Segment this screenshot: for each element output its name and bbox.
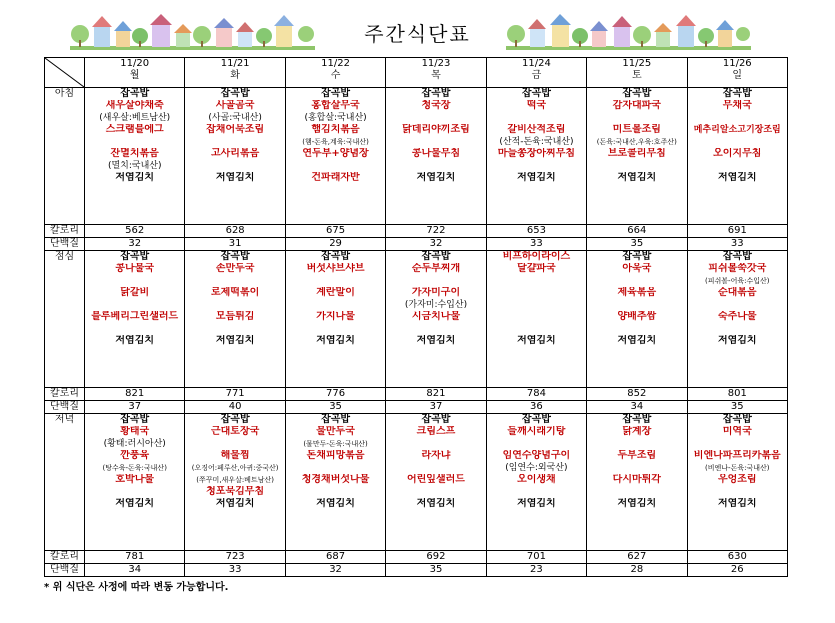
- menu-item: (피쉬볼-어육:수입산): [705, 277, 770, 285]
- menu-item: 저염김치: [115, 498, 155, 509]
- menu-item: [185, 275, 284, 287]
- menu-cell: [587, 414, 687, 551]
- menu-item: 저염김치: [517, 335, 556, 346]
- menu-item: (황태:러시아산): [103, 439, 166, 449]
- menu-item: [386, 275, 485, 287]
- menu-item: (햄-돈육,계육:국내산): [302, 138, 369, 146]
- protein-value: 29: [285, 238, 385, 251]
- menu-item: (임연수:외국산): [505, 463, 568, 473]
- menu-item: 저염김치: [115, 172, 155, 183]
- menu-item: (새우살:베트남산): [99, 113, 171, 123]
- protein-value: 34: [587, 401, 687, 414]
- day-weekday: 목: [431, 70, 441, 81]
- menu-item: 어린잎샐러드: [406, 474, 465, 485]
- menu-item: 잡곡밥: [220, 414, 250, 425]
- menu-item: [487, 323, 586, 335]
- menu-item: 깐풍육: [120, 450, 150, 461]
- menu-item: (탕수육-돈육:국내산): [102, 464, 167, 472]
- menu-item: [587, 299, 686, 311]
- menu-item: 잔멸치볶음: [110, 148, 159, 159]
- menu-cell: [587, 251, 687, 388]
- day-header-4: [486, 58, 586, 88]
- protein-value: 35: [587, 238, 687, 251]
- menu-item: (산적-돈육:국내산): [499, 137, 574, 147]
- day-header-1: [185, 58, 285, 88]
- menu-item: 사골곰국: [215, 100, 255, 111]
- menu-item: 계란말이: [316, 287, 355, 298]
- menu-item: 임연수양념구이: [502, 450, 571, 461]
- menu-item: [587, 160, 686, 172]
- menu-item: 저염김치: [316, 498, 355, 509]
- menu-item: [688, 299, 787, 311]
- page-title: 주간식단표: [364, 22, 471, 46]
- menu-item: 달걀파국: [517, 263, 556, 274]
- menu-cell: [386, 414, 486, 551]
- menu-item: 들깨시래기탕: [507, 426, 566, 437]
- menu-item: 닭데리야끼조림: [402, 124, 470, 135]
- calories-row: [45, 551, 788, 564]
- menu-item: 햄김치볶음: [311, 124, 360, 135]
- menu-item: (가자미:수입산): [404, 300, 468, 310]
- diagonal-line-icon: [45, 58, 84, 87]
- calories-label: 칼로리: [45, 388, 85, 401]
- meal-label: 저녁: [45, 414, 85, 551]
- menu-item: 숙주나물: [717, 311, 757, 322]
- calories-value: 630: [687, 551, 787, 564]
- calories-value: 776: [285, 388, 385, 401]
- calories-value: 692: [386, 551, 486, 564]
- menu-item: 근대토장국: [210, 426, 260, 437]
- menu-item: 잡채어묵조림: [206, 124, 265, 135]
- menu-item: [85, 486, 184, 498]
- menu-cell: [687, 414, 787, 551]
- menu-item: 두부조림: [617, 450, 657, 461]
- menu-item: 저염김치: [617, 335, 657, 346]
- menu-item: [487, 299, 586, 311]
- protein-row: [45, 238, 788, 251]
- menu-item: 저염김치: [416, 498, 456, 509]
- menu-item: [587, 275, 686, 287]
- menu-item: 청경채버섯나물: [301, 474, 370, 485]
- calories-value: 821: [386, 388, 486, 401]
- menu-item: (돈육:국내산,우육:호주산): [596, 138, 677, 146]
- menu-item: 비프하이라이스: [502, 251, 571, 262]
- menu-item: 잡곡밥: [120, 414, 150, 425]
- menu-item: 제육볶음: [617, 287, 657, 298]
- menu-item: [587, 462, 686, 474]
- menu-item: [386, 160, 485, 172]
- menu-item: 가지나물: [316, 311, 355, 322]
- menu-item: [185, 136, 284, 148]
- day-weekday: 화: [230, 70, 240, 81]
- day-date: 11/23: [421, 58, 451, 69]
- menu-item: 콩나물국: [115, 263, 155, 274]
- protein-value: 32: [285, 564, 385, 577]
- menu-item: 잡곡밥: [622, 414, 652, 425]
- calories-value: 821: [85, 388, 185, 401]
- menu-item: 콩나물무침: [411, 148, 461, 159]
- menu-item: 저염김치: [717, 498, 757, 509]
- menu-item: 양배추쌈: [617, 311, 657, 322]
- protein-value: 34: [85, 564, 185, 577]
- menu-item: 잡곡밥: [722, 414, 752, 425]
- calories-value: 628: [185, 225, 285, 238]
- calories-value: 675: [285, 225, 385, 238]
- menu-item: 저염김치: [416, 335, 456, 346]
- calories-value: 627: [587, 551, 687, 564]
- menu-item: 잡곡밥: [321, 414, 351, 425]
- menu-cell: [185, 88, 285, 225]
- menu-item: 저염김치: [617, 498, 657, 509]
- menu-item: (사골:국내산): [208, 113, 262, 123]
- menu-item: 저염김치: [215, 498, 255, 509]
- menu-item: 마늘쫑장아찌무침: [497, 148, 576, 159]
- menu-item: 연두부+양념장: [302, 148, 369, 159]
- calories-value: 723: [185, 551, 285, 564]
- day-header-0: [85, 58, 185, 88]
- menu-item: 저염김치: [416, 172, 456, 183]
- menu-item: [487, 486, 586, 498]
- menu-item: 잡곡밥: [321, 88, 351, 99]
- menu-item: 무채국: [722, 100, 752, 111]
- menu-item: 잡곡밥: [220, 88, 250, 99]
- menu-body: [45, 88, 788, 577]
- menu-item: 잡곡밥: [622, 251, 652, 262]
- menu-item: 크림스프: [416, 426, 456, 437]
- menu-item: 아욱국: [622, 263, 652, 274]
- menu-item: 저염김치: [517, 498, 556, 509]
- menu-item: 가자미구이: [411, 287, 461, 298]
- menu-item: [487, 112, 586, 124]
- menu-item: 저염김치: [717, 335, 757, 346]
- menu-item: [386, 136, 485, 148]
- footnote: * 위 식단은 사정에 따라 변동 가능합니다.: [44, 582, 229, 593]
- protein-value: 37: [386, 401, 486, 414]
- calories-value: 852: [587, 388, 687, 401]
- menu-cell: [285, 88, 385, 225]
- day-date: 11/22: [321, 58, 350, 69]
- menu-cell: [386, 251, 486, 388]
- menu-cell: [386, 88, 486, 225]
- menu-cell: [687, 88, 787, 225]
- menu-item: 우엉조림: [717, 474, 757, 485]
- calories-value: 701: [486, 551, 586, 564]
- menu-item: 라자냐: [421, 450, 451, 461]
- protein-value: 40: [185, 401, 285, 414]
- menu-item: [688, 112, 787, 124]
- calories-label: 칼로리: [45, 551, 85, 564]
- menu-item: 닭계장: [622, 426, 652, 437]
- menu-cell: [185, 251, 285, 388]
- menu-item: 잡곡밥: [421, 88, 451, 99]
- protein-value: 33: [687, 238, 787, 251]
- protein-row: [45, 401, 788, 414]
- menu-item: [487, 160, 586, 172]
- calories-value: 784: [486, 388, 586, 401]
- meal-row: [45, 251, 788, 388]
- menu-item: 잡곡밥: [421, 414, 451, 425]
- protein-value: 23: [486, 564, 586, 577]
- menu-item: 순대볶음: [717, 287, 757, 298]
- day-weekday: 수: [330, 70, 341, 81]
- protein-value: 33: [486, 238, 586, 251]
- menu-item: 잡곡밥: [321, 251, 351, 262]
- menu-item: [286, 486, 385, 498]
- village-decoration-right-icon: [506, 12, 751, 52]
- menu-item: 호박나물: [115, 474, 155, 485]
- protein-value: 31: [185, 238, 285, 251]
- calories-value: 664: [587, 225, 687, 238]
- menu-item: 로제떡볶이: [210, 287, 260, 298]
- menu-item: [185, 160, 284, 172]
- menu-item: 잡곡밥: [722, 251, 752, 262]
- menu-item: (비엔나-돈육:국내산): [705, 464, 770, 472]
- menu-item: [286, 462, 385, 474]
- menu-cell: [85, 251, 185, 388]
- menu-item: 저염김치: [215, 172, 255, 183]
- day-date: 11/25: [622, 58, 652, 69]
- menu-item: (오징어:페루산,아귀:중국산): [191, 464, 279, 472]
- menu-item: 새우살야채죽: [105, 100, 164, 111]
- protein-row: [45, 564, 788, 577]
- menu-item: 돈채피망볶음: [306, 450, 365, 461]
- menu-item: 브로콜리무침: [607, 148, 666, 159]
- calories-label: 칼로리: [45, 225, 85, 238]
- calories-value: 687: [285, 551, 385, 564]
- menu-item: 오이지무침: [713, 148, 762, 159]
- menu-item: 감자대파국: [612, 100, 661, 111]
- calories-value: 722: [386, 225, 486, 238]
- menu-item: [386, 486, 485, 498]
- meal-row: [45, 414, 788, 551]
- protein-value: 32: [85, 238, 185, 251]
- menu-item: 해물찜: [220, 450, 250, 461]
- menu-item: 스크램블에그: [105, 124, 164, 135]
- menu-item: 저염김치: [517, 172, 556, 183]
- day-header-row: [45, 58, 788, 88]
- menu-item: [185, 323, 284, 335]
- protein-label: 단백질: [45, 564, 85, 577]
- calories-row: [45, 388, 788, 401]
- menu-cell: [486, 251, 586, 388]
- menu-item: [85, 275, 184, 287]
- menu-item: 잡곡밥: [120, 88, 150, 99]
- menu-item: [386, 323, 485, 335]
- menu-item: 청국장: [421, 100, 451, 111]
- menu-item: 미트볼조림: [612, 124, 661, 135]
- menu-item: 갈비산적조림: [507, 124, 566, 135]
- menu-item: [286, 323, 385, 335]
- day-weekday: 토: [631, 70, 642, 81]
- menu-item: (홍합살:국내산): [304, 113, 367, 123]
- meal-label: 점심: [45, 251, 85, 388]
- menu-item: [386, 112, 485, 124]
- menu-item: 잡곡밥: [722, 88, 752, 99]
- weekly-menu-table: [44, 57, 788, 577]
- menu-item: [688, 438, 787, 450]
- menu-cell: [185, 414, 285, 551]
- menu-item: (멸치:국내산): [107, 161, 162, 171]
- menu-item: 저염김치: [215, 335, 255, 346]
- menu-cell: [687, 251, 787, 388]
- menu-item: 잡곡밥: [421, 251, 451, 262]
- calories-value: 781: [85, 551, 185, 564]
- menu-item: 블루베리그린샐러드: [91, 311, 179, 322]
- menu-item: [587, 486, 686, 498]
- meal-row: [45, 88, 788, 225]
- menu-item: [587, 323, 686, 335]
- day-date: 11/21: [220, 58, 250, 69]
- menu-item: [185, 438, 284, 450]
- protein-value: 28: [587, 564, 687, 577]
- menu-item: 홍합살무국: [311, 100, 360, 111]
- menu-cell: [486, 88, 586, 225]
- menu-cell: [285, 414, 385, 551]
- menu-item: 비엔나파프리카볶음: [693, 450, 781, 461]
- menu-item: [286, 160, 385, 172]
- menu-item: 모듬튀김: [215, 311, 255, 322]
- calories-value: 562: [85, 225, 185, 238]
- menu-item: 저염김치: [316, 335, 355, 346]
- menu-item: 잡곡밥: [521, 414, 551, 425]
- corner-cell: [45, 58, 85, 88]
- protein-label: 단백질: [45, 238, 85, 251]
- protein-value: 37: [85, 401, 185, 414]
- menu-item: [85, 299, 184, 311]
- protein-value: 35: [386, 564, 486, 577]
- menu-cell: [85, 88, 185, 225]
- menu-item: 순두부찌개: [411, 263, 461, 274]
- menu-item: 저염김치: [115, 335, 155, 346]
- menu-item: [587, 438, 686, 450]
- menu-item: [487, 438, 586, 450]
- menu-item: 피쉬볼쑥갓국: [708, 263, 767, 274]
- calories-value: 691: [687, 225, 787, 238]
- menu-item: 오이생채: [517, 474, 556, 485]
- day-weekday: 월: [129, 70, 140, 81]
- protein-value: 35: [687, 401, 787, 414]
- menu-cell: [486, 414, 586, 551]
- menu-item: [487, 311, 586, 323]
- protein-value: 35: [285, 401, 385, 414]
- menu-item: [587, 112, 686, 124]
- menu-item: 황태국: [120, 426, 150, 437]
- menu-item: 물만두국: [316, 426, 355, 437]
- menu-cell: [285, 251, 385, 388]
- menu-item: (물만두-돈육:국내산): [303, 440, 368, 448]
- calories-value: 653: [486, 225, 586, 238]
- protein-value: 33: [185, 564, 285, 577]
- menu-cell: [85, 414, 185, 551]
- menu-item: 손만두국: [215, 263, 255, 274]
- menu-item: [688, 323, 787, 335]
- meal-label: 아침: [45, 88, 85, 225]
- menu-item: 시금치나물: [411, 311, 461, 322]
- menu-item: 저염김치: [717, 172, 757, 183]
- calories-value: 771: [185, 388, 285, 401]
- menu-item: 닭갈비: [120, 287, 150, 298]
- menu-item: [286, 275, 385, 287]
- menu-item: [487, 275, 586, 287]
- calories-value: 801: [687, 388, 787, 401]
- day-header-2: [285, 58, 385, 88]
- menu-item: 미역국: [722, 426, 752, 437]
- menu-item: 건파래자반: [311, 172, 360, 183]
- menu-item: [185, 299, 284, 311]
- calories-row: [45, 225, 788, 238]
- menu-item: [688, 160, 787, 172]
- menu-item: 메추리알소고기장조림: [693, 125, 781, 135]
- menu-item: [487, 287, 586, 299]
- menu-item: 다시마튀각: [612, 474, 661, 485]
- menu-item: 버섯샤브샤브: [306, 263, 365, 274]
- menu-item: 떡국: [526, 100, 547, 111]
- menu-item: 잡곡밥: [622, 88, 652, 99]
- protein-label: 단백질: [45, 401, 85, 414]
- menu-item: [688, 486, 787, 498]
- day-date: 11/20: [120, 58, 150, 69]
- menu-item: [386, 438, 485, 450]
- menu-item: 잡곡밥: [120, 251, 150, 262]
- menu-item: (쭈꾸미,새우살:베트남산): [196, 476, 274, 484]
- day-header-5: [587, 58, 687, 88]
- day-date: 11/26: [722, 58, 752, 69]
- protein-value: 32: [386, 238, 486, 251]
- menu-cell: [587, 88, 687, 225]
- menu-item: [85, 323, 184, 335]
- menu-item: 고사리볶음: [210, 148, 260, 159]
- day-header-3: [386, 58, 486, 88]
- header: [0, 0, 835, 56]
- menu-item: 청포묵김무침: [206, 486, 265, 497]
- menu-item: 잡곡밥: [521, 88, 551, 99]
- menu-item: 잡곡밥: [220, 251, 250, 262]
- menu-item: [688, 136, 787, 148]
- day-header-6: [687, 58, 787, 88]
- day-date: 11/24: [521, 58, 551, 69]
- menu-item: [386, 462, 485, 474]
- menu-item: 저염김치: [617, 172, 657, 183]
- day-weekday: 일: [732, 70, 743, 81]
- day-weekday: 금: [531, 70, 542, 81]
- menu-item: [85, 136, 184, 148]
- protein-value: 36: [486, 401, 586, 414]
- protein-value: 26: [687, 564, 787, 577]
- menu-item: [286, 299, 385, 311]
